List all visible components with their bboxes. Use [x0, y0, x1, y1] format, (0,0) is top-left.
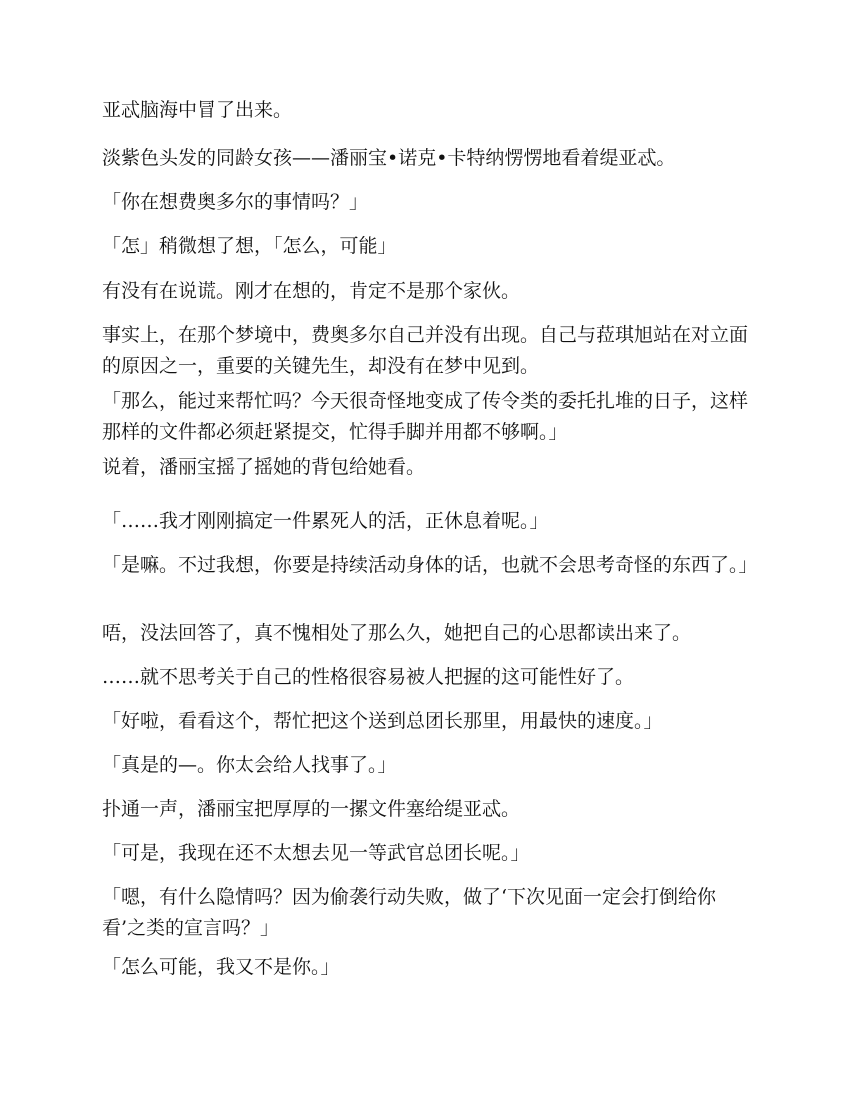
paragraph: 有没有在说谎。刚才在想的，肯定不是那个家伙。: [102, 280, 521, 302]
paragraph: 「怎」稍微想了想，「怎么，可能」: [102, 235, 397, 257]
paragraph: 扑通一声，潘丽宝把厚厚的一摞文件塞给缇亚忒。: [102, 798, 521, 820]
paragraph: 「是嘛。不过我想，你要是持续活动身体的话，也就不会思考奇怪的东西了。」: [102, 554, 758, 576]
paragraph: 「那么，能过来帮忙吗？今天很奇怪地变成了传令类的委托扎堆的日子，这样那样的文件都必须赶紧提交，忙得手脚并用都不够啊。」: [102, 390, 749, 443]
paragraph: ……就不思考关于自己的性格很容易被人把握的这可能性好了。: [102, 666, 635, 688]
paragraph: 「怎么可能，我又不是你。」: [102, 956, 340, 978]
paragraph: 「你在想费奥多尔的事情吗？」: [102, 191, 369, 213]
paragraph: 「……我才刚刚搞定一件累死人的活，正休息着呢。」: [102, 510, 549, 532]
paragraph: 「真是的—。你太会给人找事了。」: [102, 754, 397, 776]
paragraph: 「嗯，有什么隐情吗？因为偷袭行动失败，做了‘下次见面一定会打倒给你看’之类的宣言吗？」: [102, 886, 717, 939]
paragraph: 说着，潘丽宝摇了摇她的背包给她看。: [102, 456, 426, 478]
paragraph: 事实上，在那个梦境中，费奥多尔自己并没有出现。自己与菈琪旭站在对立面的原因之一，重要的关键先生，却没有在梦中见到。: [102, 324, 749, 377]
paragraph: 唔，没法回答了，真不愧相处了那么久，她把自己的心思都读出来了。: [102, 622, 692, 644]
paragraph: 「好啦，看看这个，帮忙把这个送到总团长那里，用最快的速度。」: [102, 710, 663, 732]
paragraph: 淡紫色头发的同龄女孩——潘丽宝•诺克•卡特纳愣愣地看着缇亚忒。: [102, 147, 676, 169]
paragraph: 「可是，我现在还不太想去见一等武官总团长呢。」: [102, 842, 530, 864]
paragraph: 亚忒脑海中冒了出来。: [102, 99, 293, 121]
